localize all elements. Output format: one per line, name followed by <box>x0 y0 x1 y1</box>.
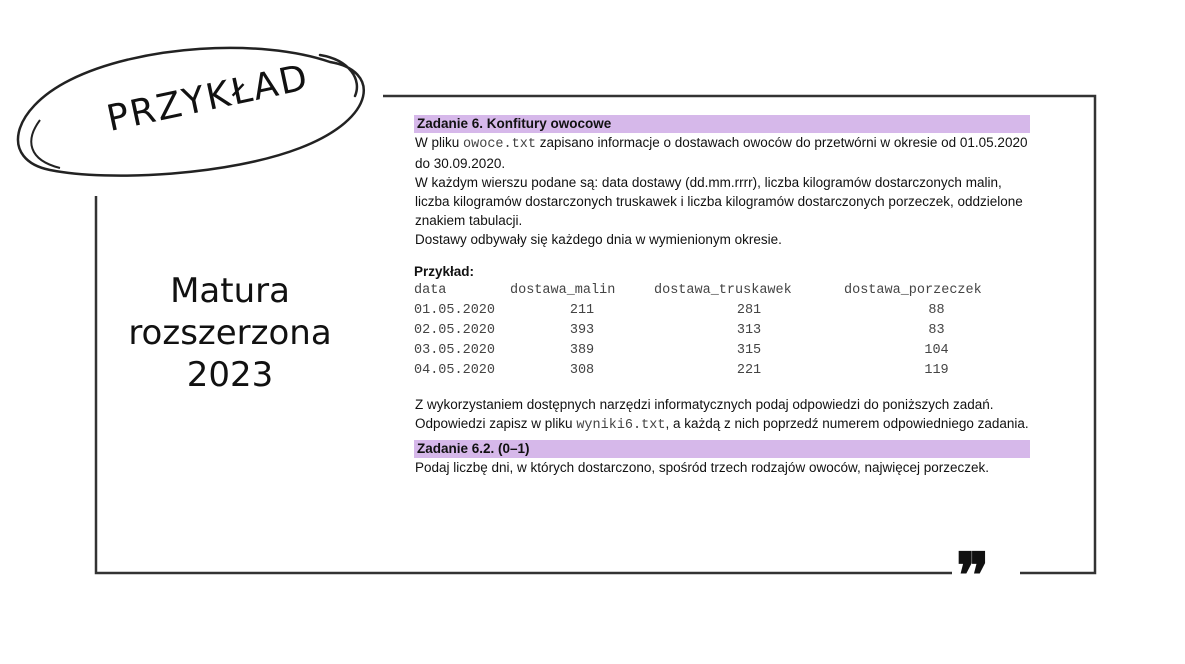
tools-text-post: , a każdą z nich poprzedź numerem odpowiedniego zadania. <box>665 416 1029 431</box>
example-label: Przykład: <box>414 264 475 279</box>
header-data: data <box>414 283 447 298</box>
header-maliny: dostawa_malin <box>510 283 616 298</box>
subtask-text: Podaj liczbę dni, w których dostarczono, spośród trzech rodzajów owoców, najwięcej porzeczek. <box>415 460 990 475</box>
cell-date: 01.05.2020 <box>414 303 496 318</box>
side-title-line1: Matura <box>170 271 290 311</box>
task-daily: Dostawy odbywały się każdego dnia w wymienionym okresie. <box>415 232 782 247</box>
cell-truskawki: 281 <box>736 303 762 318</box>
quote-mark-icon: ❞ <box>952 556 993 596</box>
cell-maliny: 389 <box>569 343 595 358</box>
cell-porzeczki: 83 <box>928 323 945 338</box>
badge-label: PRZYKŁAD <box>103 57 313 140</box>
cell-date: 04.05.2020 <box>414 363 496 378</box>
table-header-row <box>414 281 1029 301</box>
file-name-wyniki: wyniki6.txt <box>576 418 666 433</box>
task-tools <box>414 395 1030 435</box>
cell-truskawki: 315 <box>736 343 762 358</box>
header-porzeczki: dostawa_porzeczek <box>844 283 982 298</box>
side-title-line3: 2023 <box>186 355 274 395</box>
header-truskawki: dostawa_truskawek <box>654 283 792 298</box>
cell-maliny: 393 <box>569 323 595 338</box>
task-title: Zadanie 6. Konfitury owocowe <box>414 115 1030 133</box>
cell-truskawki: 221 <box>736 363 762 378</box>
intro-text-pre: W pliku <box>415 135 464 150</box>
table-row <box>414 361 1029 381</box>
task-line-format: W każdym wierszu podane są: data dostawy (dd.mm.rrrr), liczba kilogramów dostarczonych malin, liczba kilogramów dostarczonych truskawek i liczba kilogramów dostarczonych porzeczek, oddzielone znakiem tabulacji. <box>415 175 1023 228</box>
side-title <box>120 270 340 396</box>
cell-porzeczki: 104 <box>924 343 949 358</box>
badge-ellipse-tail <box>31 120 60 168</box>
table-row <box>414 341 1029 361</box>
cell-truskawki: 313 <box>736 323 762 338</box>
cell-porzeczki: 88 <box>928 303 945 318</box>
table-row <box>414 301 1029 321</box>
cell-date: 03.05.2020 <box>414 343 496 358</box>
tools-text-pre: Z wykorzystaniem dostępnych narzędzi informatycznych podaj odpowiedzi do poniższych zadań. Odpowiedzi zapisz w pliku <box>415 397 994 431</box>
file-name-owoce: owoce.txt <box>463 137 536 152</box>
task-document <box>414 115 1030 477</box>
task-intro <box>414 133 1030 173</box>
subtask-title: Zadanie 6.2. (0–1) <box>414 440 1030 458</box>
table-row <box>414 321 1029 341</box>
cell-porzeczki: 119 <box>924 363 949 378</box>
example-table <box>414 281 1029 381</box>
cell-date: 02.05.2020 <box>414 323 496 338</box>
cell-maliny: 211 <box>569 303 595 318</box>
cell-maliny: 308 <box>569 363 595 378</box>
intro-text-post: zapisano informacje o dostawach owoców do przetwórni w okresie od 01.05.2020 do 30.09.2020. <box>415 135 1028 171</box>
side-title-line2: rozszerzona <box>128 313 332 353</box>
